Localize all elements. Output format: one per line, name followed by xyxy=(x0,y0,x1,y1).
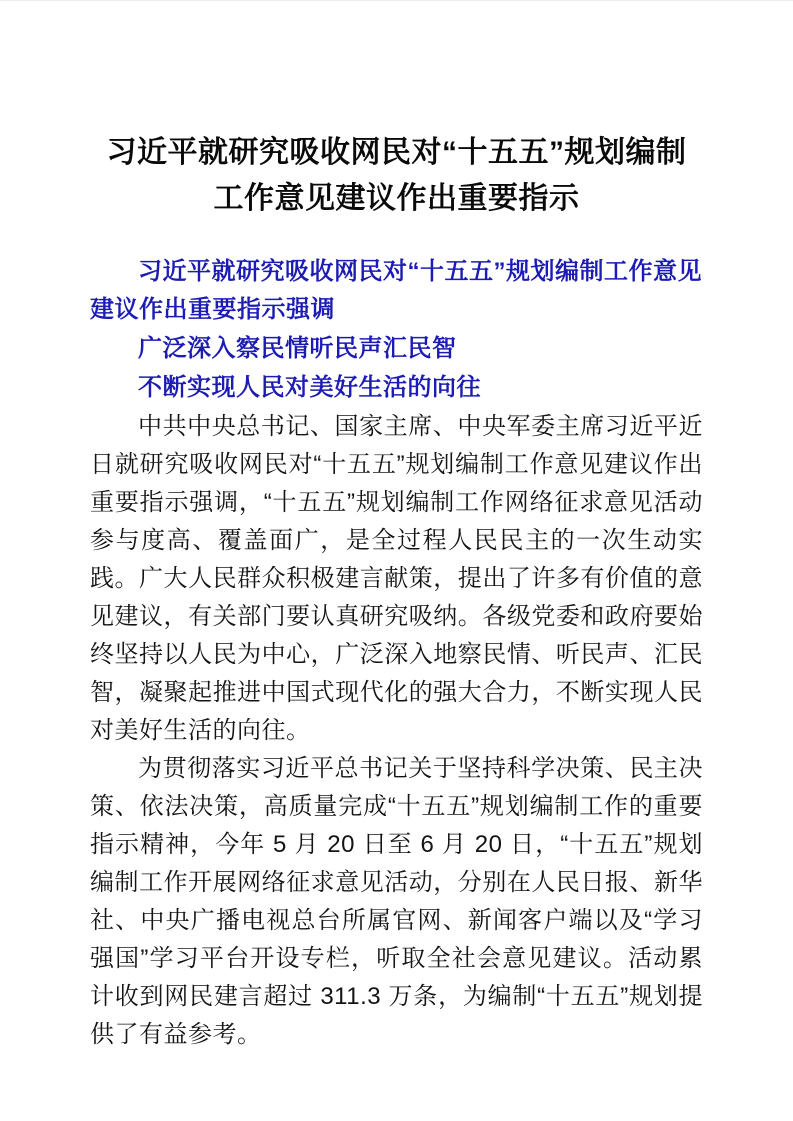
body-block xyxy=(90,408,703,1054)
body-paragraph: 中共中央总书记、国家主席、中央军委主席习近平近日就研究吸收网民对“十五五”规划编制工作意见建议作出重要指示强调，“十五五”规划编制工作网络征求意见活动参与度高、覆盖面广，是全过程人民民主的一次生动实践。广大人民群众积极建言献策，提出了许多有价值的意见建议，有关部门要认真研究吸纳。各级党委和政府要始终坚持以人民为中心，广泛深入地察民情、听民声、汇民智，凝聚起推进中国式现代化的强大合力，不断实现人民对美好生活的向往。 xyxy=(90,413,703,744)
subtitle-line: 广泛深入察民情听民声汇民智 xyxy=(138,335,457,362)
subtitle-line: 不断实现人民对美好生活的向往 xyxy=(138,374,481,401)
document-title: 习近平就研究吸收网民对“十五五”规划编制工作意见建议作出重要指示 xyxy=(106,136,687,215)
subtitle-block xyxy=(90,253,703,407)
body-paragraph: 为贯彻落实习近平总书记关于坚持科学决策、民主决策、依法决策，高质量完成“十五五”规划编制工作的重要指示精神，今年 5 月 20 日至 6 月 20 日，“十五五”规划编制工作开展网络征求意见活动，分别在人民日报、新华社、中央广播电视总台所属官网、新闻客户端以及“学习强国”学习平台开设专栏，听取全社会意见建议。活动累计收到网民建言超过 311.3 万条，为编制“十五五”规划提供了有益参考。 xyxy=(90,755,703,1048)
subtitle-line: 习近平就研究吸收网民对“十五五”规划编制工作意见建议作出重要指示强调 xyxy=(90,258,702,323)
